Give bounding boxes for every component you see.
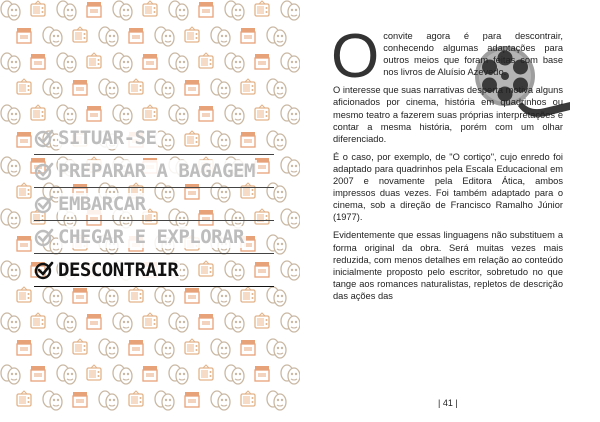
tv-icon (87, 53, 101, 68)
tv-icon (129, 391, 143, 406)
check-circle-icon (34, 227, 54, 247)
theater-masks-icon (155, 339, 174, 358)
check-circle-icon (34, 161, 54, 181)
paragraph-intro (331, 22, 563, 91)
theater-masks-icon (113, 365, 132, 384)
check-circle-icon (34, 194, 54, 214)
film-clapper-icon (199, 2, 213, 17)
check-circle-icon (34, 128, 54, 148)
film-clapper-icon (241, 340, 255, 355)
theater-masks-icon (43, 27, 62, 46)
tv-icon (129, 79, 143, 94)
film-clapper-icon (17, 236, 31, 251)
film-clapper-icon (17, 340, 31, 355)
theater-masks-icon (211, 27, 230, 46)
theater-masks-icon (43, 391, 62, 410)
tv-icon (87, 365, 101, 380)
paragraph: É o caso, por exemplo, de "O cortiço", cujo enredo foi adaptado para quadrinhos pela Escala Educacional em 2007 e novamente pela Editora Ática, ambos impressos duas vezes. Foi também adaptado para o cinema, sob a direção de Francisco Ramalho Júnior (1977). (333, 151, 563, 223)
theater-masks-icon (169, 1, 188, 20)
tv-icon (17, 391, 31, 406)
theater-masks-icon (43, 339, 62, 358)
theater-masks-icon (225, 53, 244, 72)
film-clapper-icon (17, 28, 31, 43)
film-clapper-icon (87, 2, 101, 17)
film-clapper-icon (87, 106, 101, 121)
theater-masks-icon (281, 209, 300, 228)
theater-masks-icon (155, 27, 174, 46)
theater-masks-icon (211, 287, 230, 306)
film-clapper-icon (73, 392, 87, 407)
theater-masks-icon (281, 365, 300, 384)
film-clapper-icon (143, 54, 157, 69)
theater-masks-icon (113, 313, 132, 332)
theater-masks-icon (267, 339, 286, 358)
menu-item-label: CHEGAR E EXPLORAR (58, 226, 244, 248)
theater-masks-icon (99, 27, 118, 46)
tv-icon (129, 287, 143, 302)
tv-icon (185, 27, 199, 42)
menu-item-label: SITUAR-SE (58, 127, 157, 149)
film-clapper-icon (185, 392, 199, 407)
film-clapper-icon (255, 54, 269, 69)
tv-icon (241, 79, 255, 94)
theater-masks-icon (267, 27, 286, 46)
theater-masks-icon (1, 365, 20, 384)
theater-masks-icon (1, 105, 20, 124)
theater-masks-icon (1, 53, 20, 72)
tv-icon (241, 391, 255, 406)
tv-icon (143, 313, 157, 328)
theater-masks-icon (281, 157, 300, 176)
theater-masks-icon (155, 79, 174, 98)
page-number: | 41 | (438, 398, 458, 408)
theater-masks-icon (99, 339, 118, 358)
theater-masks-icon (1, 313, 20, 332)
theater-masks-icon (211, 391, 230, 410)
tv-icon (73, 27, 87, 42)
theater-masks-icon (169, 365, 188, 384)
theater-masks-icon (281, 105, 300, 124)
film-clapper-icon (17, 132, 31, 147)
theater-masks-icon (281, 1, 300, 20)
tv-icon (31, 313, 45, 328)
tv-icon (17, 287, 31, 302)
theater-masks-icon (211, 339, 230, 358)
theater-masks-icon (113, 1, 132, 20)
tv-icon (143, 105, 157, 120)
paragraph-intro-text: convite agora é para descontrair, conhecendo algumas adaptações para outros meios que foram feitas com base nos livros de Aluísio Azevedo. (383, 31, 563, 78)
menu-item-label: DESCONTRAIR (58, 259, 179, 281)
menu-item-preparar-a-bagagem[interactable] (34, 155, 274, 188)
tv-icon (31, 1, 45, 16)
tv-icon (199, 53, 213, 68)
tv-icon (73, 339, 87, 354)
theater-masks-icon (1, 209, 20, 228)
theater-masks-icon (281, 261, 300, 280)
theater-masks-icon (99, 391, 118, 410)
theater-masks-icon (1, 261, 20, 280)
tv-icon (241, 287, 255, 302)
theater-masks-icon (99, 287, 118, 306)
film-clapper-icon (241, 28, 255, 43)
section-menu (34, 122, 274, 287)
theater-masks-icon (225, 365, 244, 384)
article-body (331, 22, 563, 308)
theater-masks-icon (57, 1, 76, 20)
film-clapper-icon (73, 288, 87, 303)
theater-masks-icon (267, 79, 286, 98)
drop-cap: O (331, 22, 380, 91)
menu-item-embarcar[interactable] (34, 188, 274, 221)
film-clapper-icon (73, 80, 87, 95)
theater-masks-icon (43, 79, 62, 98)
film-clapper-icon (143, 366, 157, 381)
theater-masks-icon (169, 313, 188, 332)
tv-icon (185, 339, 199, 354)
tv-icon (17, 183, 31, 198)
film-clapper-icon (185, 80, 199, 95)
theater-masks-icon (267, 391, 286, 410)
film-clapper-icon (199, 106, 213, 121)
theater-masks-icon (155, 391, 174, 410)
theater-masks-icon (1, 157, 20, 176)
menu-item-situar-se[interactable] (34, 122, 274, 155)
theater-masks-icon (99, 79, 118, 98)
theater-masks-icon (267, 287, 286, 306)
right-page (300, 0, 600, 422)
tv-icon (17, 79, 31, 94)
film-clapper-icon (87, 314, 101, 329)
tv-icon (255, 313, 269, 328)
menu-item-chegar-e-explorar[interactable] (34, 221, 274, 254)
film-clapper-icon (129, 340, 143, 355)
menu-item-label: PREPARAR A BAGAGEM (58, 160, 255, 182)
theater-masks-icon (57, 365, 76, 384)
theater-masks-icon (169, 53, 188, 72)
film-clapper-icon (31, 366, 45, 381)
tv-icon (255, 105, 269, 120)
menu-item-descontrair[interactable] (34, 254, 274, 287)
theater-masks-icon (281, 313, 300, 332)
theater-masks-icon (225, 313, 244, 332)
theater-masks-icon (225, 1, 244, 20)
paragraph: O interesse que suas narrativas desperta motiva alguns aficionados por cinema, história em quadrinhos ou mesmo teatro a fazerem suas próprias interpretações e contar a mesma história, porém com um olhar diferenciado. (333, 85, 563, 144)
tv-icon (31, 105, 45, 120)
theater-masks-icon (281, 53, 300, 72)
paragraph: Evidentemente que essas linguagens não substituem a forma original da obra. Será muitas vezes mais reduzida, com menos detalhes em relação ao conteúdo inicialmente proposto pelo escritor, sobretudo no que tange aos romances naturalistas, repletos de descrição das ações das (333, 230, 563, 301)
film-clapper-icon (199, 314, 213, 329)
menu-item-label: EMBARCAR (58, 193, 146, 215)
tv-icon (199, 365, 213, 380)
film-clapper-icon (255, 366, 269, 381)
film-clapper-icon (129, 28, 143, 43)
theater-masks-icon (113, 53, 132, 72)
check-circle-icon (34, 260, 54, 280)
theater-masks-icon (57, 313, 76, 332)
film-clapper-icon (31, 54, 45, 69)
tv-icon (255, 1, 269, 16)
theater-masks-icon (1, 1, 20, 20)
theater-masks-icon (211, 79, 230, 98)
theater-masks-icon (155, 287, 174, 306)
theater-masks-icon (43, 287, 62, 306)
tv-icon (143, 1, 157, 16)
film-clapper-icon (185, 288, 199, 303)
theater-masks-icon (57, 53, 76, 72)
